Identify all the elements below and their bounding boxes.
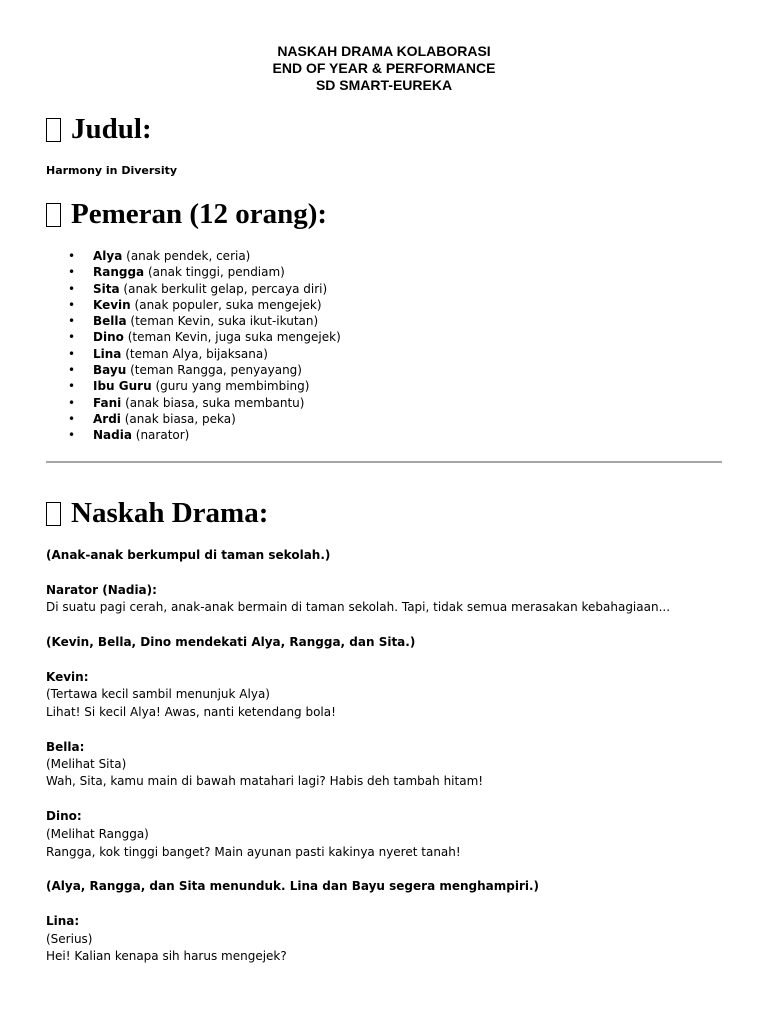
horizontal-divider: [46, 461, 722, 463]
cast-list: [46, 248, 341, 444]
missing-glyph-icon: [46, 118, 61, 142]
list-item: • Ardi (anak biasa, peka): [46, 411, 341, 427]
stage-direction: (Alya, Rangga, dan Sita menunduk. Lina dan Bayu segera menghampiri.): [46, 879, 540, 893]
header-subtitle: END OF YEAR & PERFORMANCE: [272, 60, 496, 76]
list-item: • Kevin (anak populer, suka mengejek): [46, 297, 341, 313]
list-item: • Alya (anak pendek, ceria): [46, 248, 341, 264]
heading-pemeran: Pemeran (12 orang):: [46, 197, 327, 231]
list-item: • Dino (teman Kevin, juga suka mengejek): [46, 329, 341, 345]
list-item: • Rangga (anak tinggi, pendiam): [46, 264, 341, 280]
speaker-label: Dino:: [46, 809, 82, 823]
header-school: SD SMART-EUREKA: [315, 77, 453, 93]
list-item: • Fani (anak biasa, suka membantu): [46, 395, 341, 411]
action-direction: (Melihat Sita): [46, 757, 127, 771]
stage-direction: (Anak-anak berkumpul di taman sekolah.): [46, 548, 331, 562]
dialogue-line: Lihat! Si kecil Alya! Awas, nanti ketendang bola!: [46, 705, 336, 719]
speaker-label: Bella:: [46, 740, 85, 754]
stage-direction: (Kevin, Bella, Dino mendekati Alya, Rangga, dan Sita.): [46, 635, 416, 649]
action-direction: (Serius): [46, 932, 93, 946]
dialogue-line: Rangga, kok tinggi banget? Main ayunan pasti kakinya nyeret tanah!: [46, 845, 461, 859]
list-item: • Bayu (teman Rangga, penyayang): [46, 362, 341, 378]
heading-judul: Judul:: [46, 112, 152, 146]
dialogue-line: Wah, Sita, kamu main di bawah matahari lagi? Habis deh tambah hitam!: [46, 774, 484, 788]
judul-value: Harmony in Diversity: [46, 164, 178, 177]
missing-glyph-icon: [46, 203, 61, 227]
list-item: • Sita (anak berkulit gelap, percaya diri): [46, 281, 341, 297]
list-item: • Nadia (narator): [46, 427, 341, 443]
list-item: • Bella (teman Kevin, suka ikut-ikutan): [46, 313, 341, 329]
list-item: • Lina (teman Alya, bijaksana): [46, 346, 341, 362]
heading-naskah: Naskah Drama:: [46, 496, 268, 530]
dialogue-line: Di suatu pagi cerah, anak-anak bermain di taman sekolah. Tapi, tidak semua merasakan kebahagiaan...: [46, 600, 671, 614]
header-title: NASKAH DRAMA KOLABORASI: [277, 43, 491, 59]
speaker-label: Lina:: [46, 914, 80, 928]
action-direction: (Melihat Rangga): [46, 827, 149, 841]
missing-glyph-icon: [46, 502, 61, 526]
list-item: • Ibu Guru (guru yang membimbing): [46, 378, 341, 394]
document-header: [0, 43, 768, 94]
speaker-label: Kevin:: [46, 670, 89, 684]
speaker-label: Narator (Nadia):: [46, 583, 157, 597]
dialogue-line: Hei! Kalian kenapa sih harus mengejek?: [46, 949, 287, 963]
action-direction: (Tertawa kecil sambil menunjuk Alya): [46, 687, 270, 701]
